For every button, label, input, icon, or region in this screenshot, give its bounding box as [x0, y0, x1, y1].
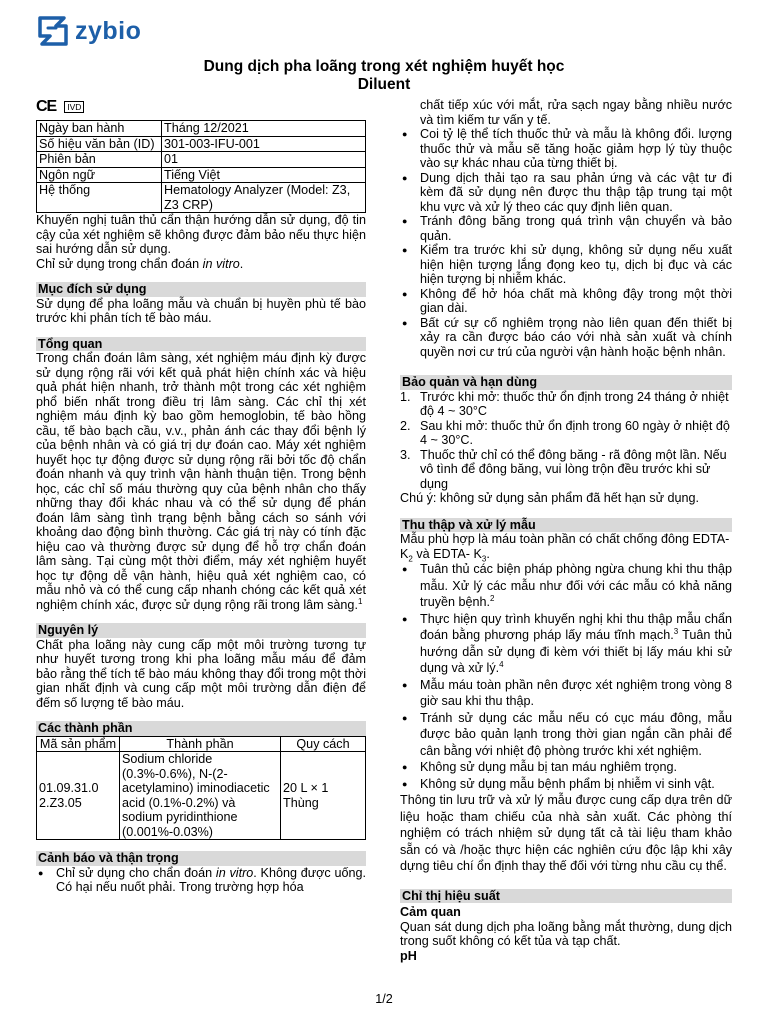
- section-heading-storage: Bảo quản và hạn dùng: [400, 375, 732, 390]
- spec-cell: 20 L × 1 Thùng: [281, 752, 366, 840]
- section-heading-principle: Nguyên lý: [36, 623, 366, 638]
- table-row: [37, 136, 366, 152]
- list-item: ● Không để hở hóa chất mà không đậy trong một thời gian dài.: [400, 287, 732, 316]
- column-header: Thành phần: [120, 736, 281, 752]
- title-line-2: Diluent: [357, 76, 411, 93]
- list-item: 3. Thuốc thử chỉ có thể đông băng - rã đông một lần. Nếu vô tình để đông băng, vui lòng trộn đều trước khi sử dụng: [400, 447, 727, 491]
- left-column: [36, 96, 366, 895]
- zybio-logo-icon: [36, 16, 70, 46]
- collection-outro: Thông tin lưu trữ và xử lý mẫu được cung cấp dựa trên dữ liệu hoặc tham chiếu của nhà sản xuất. Các phòng thí nghiệm có trách nhiệm sử dụng tất cả tài liệu tham khảo sẵn có và /hoặc thực hiện các nghiên cứu độc lập khi xây dựng tiêu chí ổn định thay thế đối với từng nhu cầu cụ thể.: [400, 793, 732, 873]
- storage-list: [400, 390, 732, 492]
- table-row: [37, 152, 366, 168]
- list-item: ● Chỉ sử dụng cho chẩn đoán in vitro. Không được uống. Có hại nếu nuốt phải. Trong trường hợp hóa: [36, 866, 366, 895]
- list-item: ● Tuân thủ các biện pháp phòng ngừa chung khi thu thập mẫu. Xử lý các mẫu như đối với các mẫu có khả năng truyền bệnh.$^2$: [400, 561, 732, 611]
- page-number: 1/2: [375, 992, 393, 1006]
- info-label: Ngày ban hành: [37, 121, 162, 137]
- table-header-row: [37, 736, 366, 752]
- section-heading-purpose: Mục đích sử dụng: [36, 282, 366, 297]
- right-column: [400, 98, 732, 963]
- purpose-text: Sử dụng để pha loãng mẫu và chuẩn bị huyền phù tế bào trước khi phân tích tế bào máu.: [36, 296, 366, 325]
- table-row: [37, 183, 366, 213]
- info-value: Tháng 12/2021: [162, 121, 366, 137]
- list-item: 2. Sau khi mở: thuốc thử ổn định trong 60 ngày ở nhiệt độ 4 ~ 30°C.: [400, 418, 730, 447]
- section-heading-collection: Thu thập và xử lý mẫu: [400, 518, 732, 533]
- info-table: [36, 120, 366, 213]
- info-value: 01: [162, 152, 366, 168]
- zybio-logo: [36, 16, 141, 46]
- appearance-text: Quan sát dung dịch pha loãng bằng mắt thường, dung dịch trong suốt không có kết tủa và tạp chất.: [400, 919, 732, 948]
- collection-list: [400, 561, 732, 792]
- list-item: 1. Trước khi mở: thuốc thử ổn định trong 24 tháng ở nhiệt độ 4 ~ 30°C: [400, 389, 729, 418]
- warnings-list: [400, 127, 732, 359]
- subheading-appearance: Cảm quan: [400, 905, 461, 919]
- warning-continuation: chất tiếp xúc với mắt, rửa sạch ngay bằng nhiều nước và tìm kiếm tư vấn y tế.: [420, 98, 732, 127]
- info-value: 301-003-IFU-001: [162, 136, 366, 152]
- column-header: Mã sản phẩm: [37, 736, 120, 752]
- info-label: Hệ thống: [37, 183, 162, 213]
- list-item: ● Tránh sử dụng các mẫu nếu có cục máu đông, mẫu được bảo quản lạnh trong thời gian ngắn cần phải để cân bằng với nhiệt độ phòng trước khi xét nghiệm.: [400, 710, 732, 760]
- ce-mark-icon: CE: [36, 97, 57, 115]
- section-heading-warnings: Cảnh báo và thận trọng: [36, 851, 366, 866]
- subheading-ph: pH: [400, 948, 417, 963]
- title-line-1: Dung dịch pha loãng trong xét nghiệm huyết học: [203, 58, 565, 75]
- composition-cell: Sodium chloride (0.3%-0.6%), N-(2-acetylamino) iminodiacetic acid (0.1%-0.2%) và sodium pyridinthione (0.001%-0.03%): [120, 752, 281, 840]
- principle-text: Chất pha loãng này cung cấp một môi trường tương tự như huyết tương trong khi pha loãng mẫu máu để đảm bảo rằng thể tích tế bào máu không thay đổi trong một thời gian nhất định và cung cấp một môi trường dẫn điện để đếm số lượng tế bào máu.: [36, 637, 366, 710]
- list-item: ● Kiểm tra trước khi sử dụng, không sử dụng nếu xuất hiện hiện tượng lắng đọng keo tụ, dịch bị đục và các hiện tượng bị nhiễm khác.: [400, 243, 732, 287]
- table-row: [37, 167, 366, 183]
- section-heading-performance: Chỉ thị hiệu suất: [400, 889, 732, 904]
- intro-invitro-note: Chỉ sử dụng trong chẩn đoán in vitro.: [36, 256, 244, 271]
- certification-marks: [36, 96, 366, 118]
- document-title: [0, 58, 768, 94]
- list-item: ● Dung dịch thải tạo ra sau phản ứng và các vật tư đi kèm đã sử dụng nên được thu thập tập trung tại một khu vực và xử lý theo các quy định liên quan.: [400, 171, 732, 215]
- table-row: [37, 121, 366, 137]
- info-label: Ngôn ngữ: [37, 167, 162, 183]
- collection-intro: Mẫu phù hợp là máu toàn phần có chất chống đông EDTA- $K_2$ và EDTA- $K_3$.: [400, 532, 730, 564]
- list-item: ● Bất cứ sự cố nghiêm trọng nào liên quan đến thiết bị xảy ra cần được báo cáo với nhà sản xuất và chính quyền nơi cư trú của người vận hành hoặc bệnh nhân.: [400, 316, 732, 360]
- components-table: [36, 736, 366, 841]
- column-header: Quy cách: [281, 736, 366, 752]
- list-item: ● Tránh đông băng trong quá trình vận chuyển và bảo quản.: [400, 214, 732, 243]
- warnings-list-start: [36, 866, 366, 895]
- logo-text: zybio: [75, 16, 142, 45]
- section-heading-components: Các thành phần: [36, 721, 366, 736]
- table-row: [37, 752, 366, 840]
- list-item: ● Không sử dụng mẫu bị tan máu nghiêm trọng.: [400, 759, 732, 776]
- list-item: ● Coi tỷ lệ thể tích thuốc thử và mẫu là không đổi. lượng thuốc thử và mẫu sẽ tăng hoặc giảm hợp lý tùy thuộc vào sự khác nhau của từng thiết bị.: [400, 127, 732, 171]
- list-item: ● Không sử dụng mẫu bệnh phẩm bị nhiễm vi sinh vật.: [400, 776, 732, 793]
- info-label: Số hiệu văn bản (ID): [37, 136, 162, 152]
- ivd-mark: IVD: [64, 101, 84, 113]
- product-code-cell: 01.09.31.0 2.Z3.05: [37, 752, 120, 840]
- list-item: ● Mẫu máu toàn phần nên được xét nghiệm trong vòng 8 giờ sau khi thu thập.: [400, 677, 732, 710]
- info-value: Tiếng Việt: [162, 167, 366, 183]
- list-item: ● Thực hiện quy trình khuyến nghị khi thu thập mẫu chẩn đoán bằng phương pháp lấy máu tĩnh mạch.$^3$ Tuân thủ hướng dẫn sử dụng đi kèm với thiết bị lấy máu khi sử dụng và xử lý.$^4$: [400, 611, 732, 677]
- info-value: Hematology Analyzer (Model: Z3, Z3 CRP): [162, 183, 366, 213]
- intro-paragraph: Khuyến nghị tuân thủ cẩn thận hướng dẫn sử dụng, độ tin cậy của xét nghiệm sẽ không được đảm bảo nếu thực hiện sai hướng dẫn sử dụng.: [36, 213, 366, 256]
- storage-note: Chú ý: không sử dụng sản phẩm đã hết hạn sử dụng.: [400, 491, 700, 505]
- overview-text: Trong chẩn đoán lâm sàng, xét nghiệm máu định kỳ được sử dụng rộng rãi với kết quả phát hiện chính xác và hiệu quả phát hiện nhanh, trở thành một trong các xét nghiệm phổ biến nhất trong điều trị lâm sàng. Các chỉ thị xét nghiệm máu định kỳ bao gồm hemoglobin, tế bào hồng cầu, tế bào bạch cầu, v.v., phản ánh các thay đổi bệnh lý của bệnh nhân và có giá trị dự đoán cao. Máy xét nghiệm huyết học tự động được sử dụng rộng rãi bởi tốc độ chẩn đoán nhanh và quy trình vận hành thuận tiện. Trong bệnh học, các chỉ số máu thường quy của bệnh nhân cho thấy những thay đổi khác nhau và có thể sử dụng để phán đoán lâm sàng tình trạng bệnh bằng cách so sánh với khoảng dao động bình thường. Các giá trị này có tính đặc hiệu cao và thường được sử dụng để hỗ trợ chẩn đoán lâm sàng. Tại cùng một thời điểm, máy xét nghiệm huyết học tự động dễ vận hành, hiệu quả xét nghiệm cao, có mẫu nhỏ và có thể cung cấp nhanh chóng các kết quả xét nghiệm chính xác, được sử dụng rộng rãi trong lâm sàng.$^1$: [36, 351, 366, 612]
- section-heading-overview: Tổng quan: [36, 337, 366, 352]
- info-label: Phiên bản: [37, 152, 162, 168]
